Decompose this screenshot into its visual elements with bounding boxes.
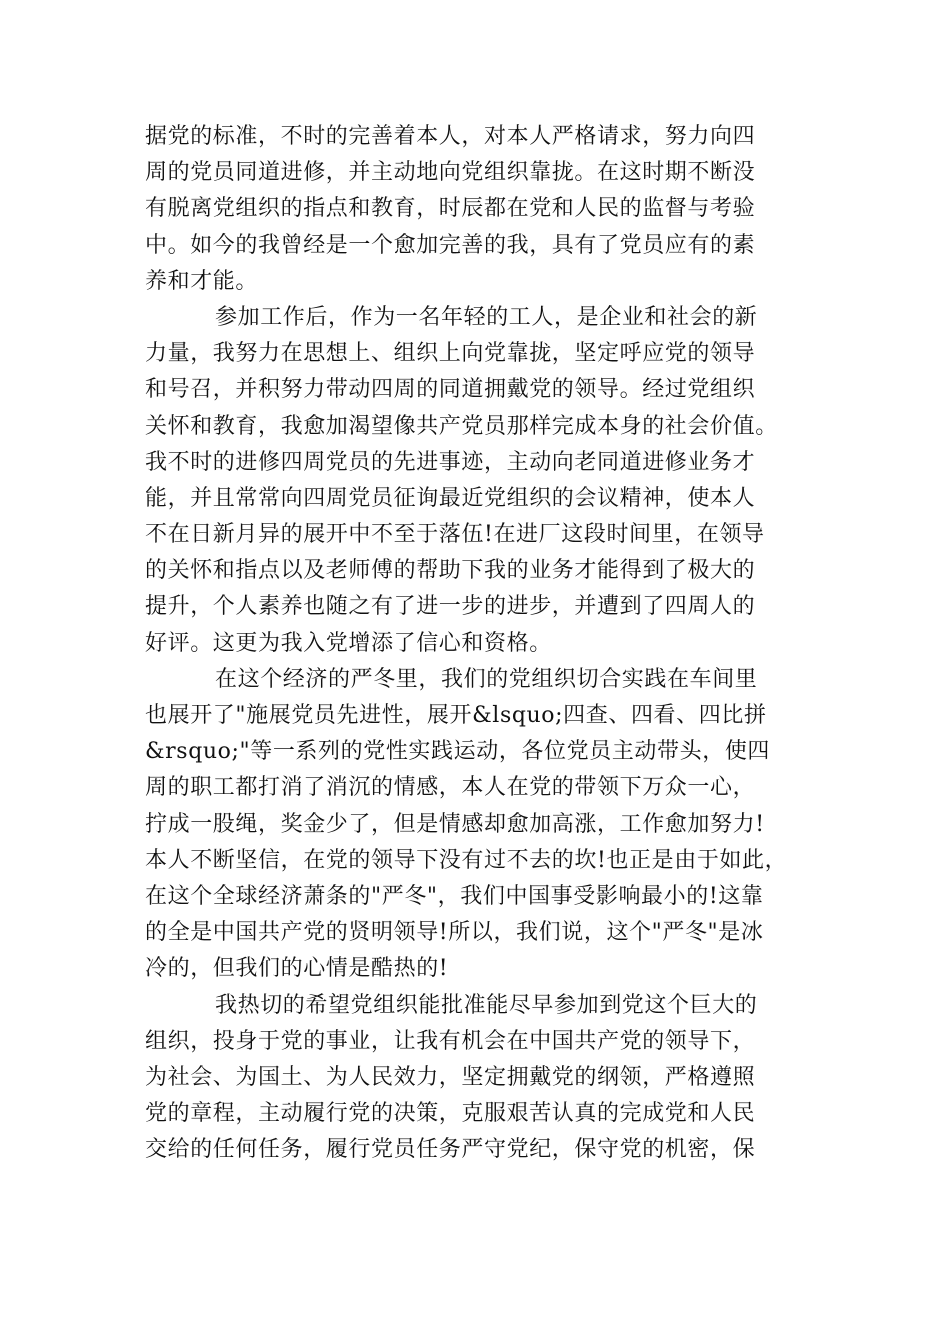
text-line: 本人不断坚信，在党的领导下没有过不去的坎!也正是由于如此， [145,847,788,873]
text-line: 也展开了"施展党员先进性，展开&lsquo;四查、四看、四比拼 [145,703,767,728]
paragraph [145,662,817,988]
text-line: 党的章程，主动履行党的决策，克服艰苦认真的完成党和人民 [145,1101,756,1127]
text-line: 组织，投身于党的事业，让我有机会在中国共产党的领导下， [145,1028,756,1054]
text-line: 提升，个人素养也随之有了进一步的进步，并遭到了四周人的 [145,594,756,620]
text-line: 冷的，但我们的心情是酷热的! [145,956,449,982]
text-line: 周的职工都打消了消沉的情感，本人在党的带领下万众一心， [145,775,756,801]
text-line: 的全是中国共产党的贤明领导!所以，我们说，这个"严冬"是冰 [145,920,764,946]
text-line: 能，并且常常向四周党员征询最近党组织的会议精神，使本人 [145,485,756,511]
text-line: 不在日新月异的展开中不至于落伍!在进厂这段时间里，在领导 [145,522,765,548]
text-line: 在这个全球经济萧条的"严冬"，我们中国事受影响最小的!这靠 [145,883,764,909]
text-line: 中。如今的我曾经是一个愈加完善的我，具有了党员应有的素 [145,232,756,258]
text-line: 为社会、为国土、为人民效力，坚定拥戴党的纲领，严格遵照 [145,1064,756,1090]
paragraph [145,988,817,1169]
text-line: 交给的任何任务，履行党员任务严守党纪，保守党的机密，保 [145,1137,756,1163]
text-line: 关怀和教育，我愈加渴望像共产党员那样完成本身的社会价值。 [145,413,778,439]
text-line: 我热切的希望党组织能批准能尽早参加到党这个巨大的 [215,992,758,1018]
text-line: 拧成一股绳，奖金少了，但是情感却愈加高涨，工作愈加努力! [145,811,765,837]
text-line: &rsquo;"等一系列的党性实践运动，各位党员主动带头，使四 [145,739,771,765]
document-page [145,119,817,1168]
paragraph [145,119,817,300]
text-line: 力量，我努力在思想上、组织上向党靠拢，坚定呼应党的领导 [145,341,756,367]
paragraph [145,300,817,662]
text-line: 和号召，并积努力带动四周的同道拥戴党的领导。经过党组织 [145,377,756,403]
text-line: 我不时的进修四周党员的先进事迹，主动向老同道进修业务才 [145,449,756,475]
text-line: 的关怀和指点以及老师傅的帮助下我的业务才能得到了极大的 [145,558,756,584]
text-line: 养和才能。 [145,268,259,294]
text-line: 在这个经济的严冬里，我们的党组织切合实践在车间里 [215,666,758,692]
text-line: 周的党员同道进修，并主动地向党组织靠拢。在这时期不断没 [145,160,756,186]
text-line: 参加工作后，作为一名年轻的工人，是企业和社会的新 [215,304,758,330]
text-line: 好评。这更为我入党增添了信心和资格。 [145,630,552,656]
text-line: 有脱离党组织的指点和教育，时辰都在党和人民的监督与考验 [145,196,756,222]
text-line: 据党的标准，不时的完善着本人，对本人严格请求，努力向四 [145,124,756,149]
